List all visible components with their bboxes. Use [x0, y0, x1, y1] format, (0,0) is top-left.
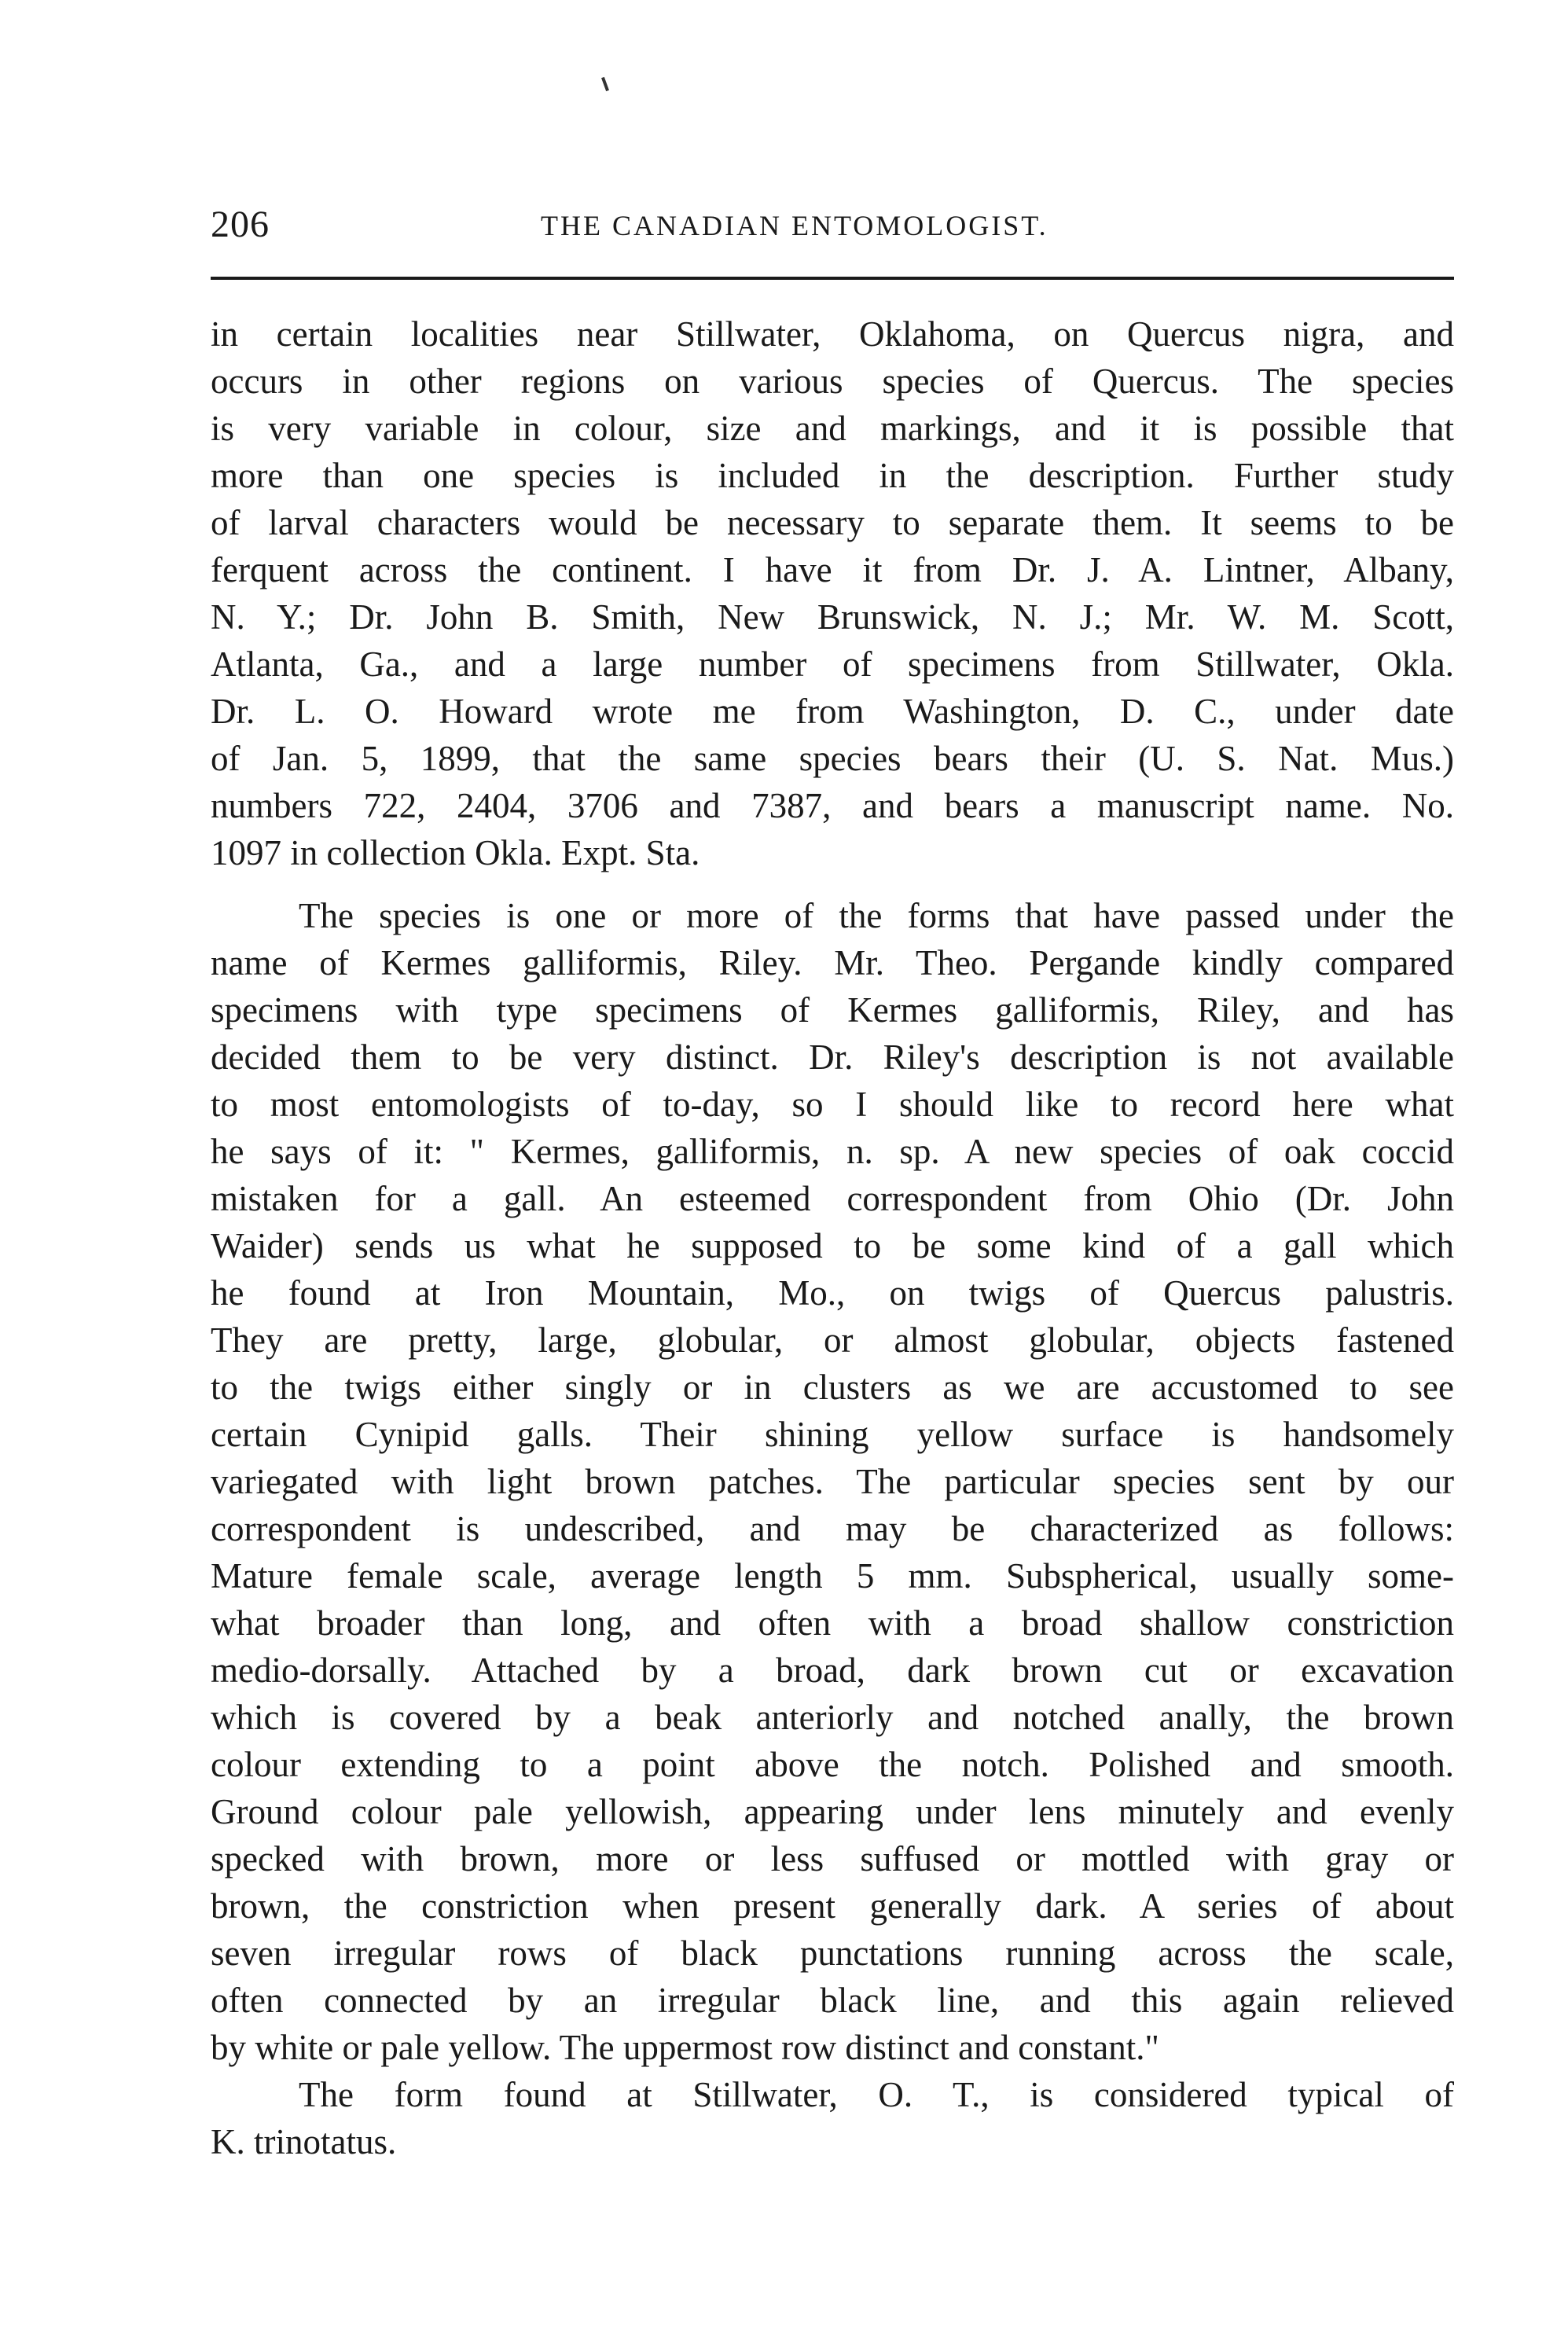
text-line: to the twigs either singly or in clusters as we are accustomed to see — [211, 1368, 1454, 1407]
page-number: 206 — [211, 204, 270, 245]
text-line: The form found at Stillwater, O. T., is considered typical of — [299, 2075, 1454, 2114]
text-line: variegated with light brown patches. The particular species sent by our — [211, 1462, 1454, 1501]
text-line: which is covered by a beak anteriorly and notched anally, the brown — [211, 1698, 1454, 1737]
text-line: The species is one or more of the forms that have passed under the — [299, 896, 1454, 935]
text-line: K. trinotatus. — [211, 2122, 397, 2161]
text-line: what broader than long, and often with a broad shallow constriction — [211, 1603, 1454, 1643]
text-line: 1097 in collection Okla. Expt. Sta. — [211, 833, 700, 872]
text-line: Atlanta, Ga., and a large number of specimens from Stillwater, Okla. — [211, 645, 1454, 684]
text-line: brown, the constriction when present generally dark. A series of about — [211, 1886, 1454, 1926]
text-line: decided them to be very distinct. Dr. Riley's description is not available — [211, 1037, 1454, 1077]
text-line: occurs in other regions on various species of Quercus. The species — [211, 362, 1454, 401]
text-line: more than one species is included in the description. Further study — [211, 456, 1454, 495]
text-line: numbers 722, 2404, 3706 and 7387, and bears a manuscript name. No. — [211, 786, 1454, 825]
text-line: seven irregular rows of black punctations running across the scale, — [211, 1934, 1454, 1973]
text-line: he says of it: " Kermes, galliformis, n. sp. A new species of oak coccid — [211, 1132, 1454, 1171]
text-line: mistaken for a gall. An esteemed correspondent from Ohio (Dr. John — [211, 1179, 1454, 1218]
text-line: he found at Iron Mountain, Mo., on twigs of Quercus palustris. — [211, 1273, 1454, 1313]
text-line: Ground colour pale yellowish, appearing under lens minutely and evenly — [211, 1792, 1454, 1831]
text-line: of Jan. 5, 1899, that the same species bears their (U. S. Nat. Mus.) — [211, 739, 1454, 778]
text-line: ferquent across the continent. I have it from Dr. J. A. Lintner, Albany, — [211, 550, 1454, 589]
text-line: Dr. L. O. Howard wrote me from Washington, D. C., under date — [211, 692, 1454, 731]
text-line: in certain localities near Stillwater, Oklahoma, on Quercus nigra, and — [211, 314, 1454, 354]
page-header — [211, 203, 1452, 250]
text-line: name of Kermes galliformis, Riley. Mr. Theo. Pergande kindly compared — [211, 943, 1454, 982]
text-line: of larval characters would be necessary to separate them. It seems to be — [211, 503, 1454, 542]
text-line: Mature female scale, average length 5 mm. Subspherical, usually some- — [211, 1556, 1454, 1596]
text-line: is very variable in colour, size and markings, and it is possible that — [211, 409, 1454, 448]
text-line: Waider) sends us what he supposed to be some kind of a gall which — [211, 1226, 1454, 1265]
text-line: They are pretty, large, globular, or almost globular, objects fastened — [211, 1320, 1454, 1360]
text-line: specked with brown, more or less suffused or mottled with gray or — [211, 1839, 1454, 1878]
text-line: colour extending to a point above the notch. Polished and smooth. — [211, 1745, 1454, 1784]
text-line: medio-dorsally. Attached by a broad, dark brown cut or excavation — [211, 1651, 1454, 1690]
text-line: often connected by an irregular black line, and this again relieved — [211, 1981, 1454, 2020]
text-line: specimens with type specimens of Kermes galliformis, Riley, and has — [211, 990, 1454, 1030]
running-title: THE CANADIAN ENTOMOLOGIST. — [541, 210, 1048, 241]
text-line: to most entomologists of to-day, so I should like to record here what — [211, 1085, 1454, 1124]
text-line: N. Y.; Dr. John B. Smith, New Brunswick, N. J.; Mr. W. M. Scott, — [211, 597, 1454, 637]
text-line: by white or pale yellow. The uppermost row distinct and constant." — [211, 2028, 1159, 2067]
text-line: certain Cynipid galls. Their shining yellow surface is handsomely — [211, 1415, 1454, 1454]
text-line: correspondent is undescribed, and may be characterized as follows: — [211, 1509, 1454, 1548]
header-rule — [211, 277, 1454, 280]
ink-speck — [601, 77, 609, 91]
